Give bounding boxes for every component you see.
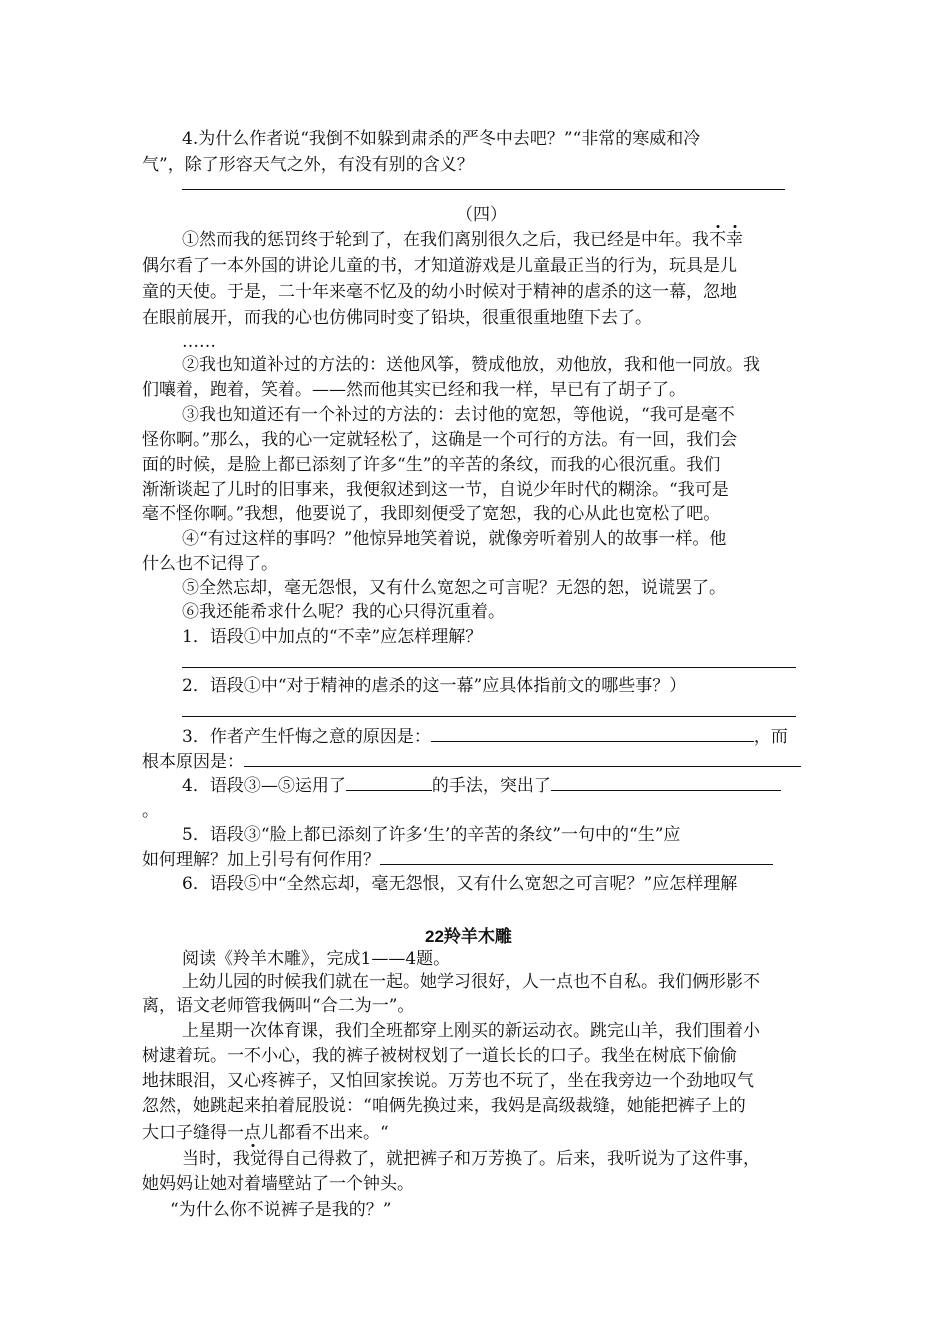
question-text: 5．语段③“脸上都已添刻了许多‘生’的辛苦的条纹”一句中的“生”应 xyxy=(182,825,681,845)
section-heading: （四） xyxy=(456,205,507,225)
paragraph-line: 偶尔看了一本外国的讲论儿童的书，才知道游戏是儿童最正当的行为，玩具是儿 xyxy=(142,256,737,276)
question-text: 4.为什么作者说“我倒不如躲到肃杀的严冬中去吧？”“非常的寒威和冷 xyxy=(182,129,701,149)
answer-blank[interactable] xyxy=(431,723,754,742)
paragraph-line: 渐渐谈起了儿时的旧事来，我便叙述到这一节，自说少年时代的糊涂。“我可是 xyxy=(142,480,729,500)
question-text: 1．语段①中加点的“不幸”应怎样理解？ xyxy=(182,627,483,647)
paragraph-line: 童的天使。于是，二十年来毫不忆及的幼小时候对于精神的虐杀的这一幕，忽地 xyxy=(142,282,737,302)
answer-blank[interactable] xyxy=(380,846,773,865)
text-span: 3．作者产生忏悔之意的原因是： xyxy=(182,727,431,747)
paragraph-line: ②我也知道补过的方法的：送他风筝，赞成他放，劝他放，我和他一同放。我 xyxy=(182,355,760,375)
paragraph-line: ③我也知道还有一个补过的方法的：去讨他的宽恕，等他说，“我可是毫不 xyxy=(182,405,735,425)
paragraph-line: 什么也不记得了。 xyxy=(142,554,278,574)
paragraph-line: 面的时候，是脸上都已添刻了许多“生”的辛苦的条纹，而我的心很沉重。我们 xyxy=(142,455,721,475)
question-text: 2．语段①中“对于精神的虐杀的这一幕”应具体指前文的哪些事？） xyxy=(182,676,687,696)
paragraph-line: 们嚷着，跑着，笑着。——然而他其实已经和我一样，早已有了胡子了。 xyxy=(142,380,686,400)
text-span: ，而 xyxy=(753,727,788,747)
paragraph-line: ⑤全然忘却，毫无怨恨，又有什么宽恕之可言呢？无怨的恕，说谎罢了。 xyxy=(182,578,726,598)
answer-blank[interactable] xyxy=(346,772,432,791)
question-text xyxy=(182,723,788,750)
ellipsis: …… xyxy=(182,332,216,352)
paragraph-line: ④“有过这样的事吗？”他惊异地笑着说，就像旁听着别人的故事一样。他 xyxy=(182,529,727,549)
text-span: 大口子缝得一 xyxy=(142,1123,244,1143)
answer-blank[interactable] xyxy=(244,748,801,767)
answer-blank[interactable] xyxy=(551,772,781,791)
text-span: ①然而我的惩罚终于轮到了，在我们离别很久之后，我已经是中年。我 xyxy=(182,230,709,250)
dotted-char: 幸 xyxy=(726,230,743,250)
question-text xyxy=(142,846,773,873)
question-text: 气”，除了形容天气之外，有没有别的含义？ xyxy=(142,155,474,175)
text-span: 儿都看不出来。“ xyxy=(261,1123,389,1143)
section-title: 22羚羊木雕 xyxy=(425,927,512,946)
answer-line[interactable] xyxy=(182,716,796,717)
dotted-char: 不 xyxy=(709,230,726,250)
question-text xyxy=(182,772,781,799)
paragraph-line xyxy=(182,227,743,253)
text-span: 的手法，突出了 xyxy=(431,776,551,796)
paragraph-line xyxy=(142,1120,389,1146)
question-text xyxy=(142,748,801,775)
paragraph-line: 怪你啊。”那么，我的心一定就轻松了，这确是一个可行的方法。有一回，我们会 xyxy=(142,430,738,450)
paragraph-line: 树逮着玩。一不小心，我的裤子被树杈划了一道长长的口子。我坐在树底下偷偷 xyxy=(142,1046,737,1066)
instruction-text: 阅读《羚羊木雕》，完成1——4题。 xyxy=(182,949,451,969)
paragraph-line: 离，语文老师管我俩叫“合二为一”。 xyxy=(142,996,415,1016)
dotted-char: 点 xyxy=(244,1123,261,1143)
paragraph-line: 她妈妈让她对着墙壁站了一个钟头。 xyxy=(142,1174,414,1194)
punctuation: 。 xyxy=(142,801,159,821)
paragraph-line: 当时，我觉得自己得救了，就把裤子和万芳换了。后来，我听说为了这件事， xyxy=(182,1149,760,1169)
paragraph-line: 上幼儿园的时候我们就在一起。她学习很好，人一点也不自私。我们俩形影不 xyxy=(182,972,760,992)
paragraph-line: ⑥我还能希求什么呢？我的心只得沉重着。 xyxy=(182,602,505,622)
answer-line[interactable] xyxy=(182,667,796,668)
text-span: 如何理解？加上引号有何作用？ xyxy=(142,850,380,870)
question-text: 6．语段⑤中“全然忘却，毫无怨恨，又有什么宽恕之可言呢？”应怎样理解 xyxy=(182,874,738,894)
paragraph-line: 在眼前展开，而我的心也仿佛同时变了铅块，很重很重地堕下去了。 xyxy=(142,308,652,328)
text-span: 根本原因是： xyxy=(142,752,244,772)
paragraph-line: “为什么你不说裤子是我的？” xyxy=(170,1200,392,1220)
paragraph-line: 忽然，她跳起来拍着屁股说：“咱俩先换过来，我妈是高级裁缝，她能把裤子上的 xyxy=(142,1096,746,1116)
text-span: 4．语段③—⑤运用了 xyxy=(182,776,346,796)
paragraph-line: 毫不怪你啊。”我想，他要说了，我即刻便受了宽恕，我的心从此也宽松了吧。 xyxy=(142,504,721,524)
paragraph-line: 地抹眼泪，又心疼裤子，又怕回家挨说。万芳也不玩了，坐在我旁边一个劲地叹气 xyxy=(142,1071,754,1091)
paragraph-line: 上星期一次体育课，我们全班都穿上刚买的新运动衣。跳完山羊，我们围着小 xyxy=(182,1021,760,1041)
answer-line[interactable] xyxy=(182,189,785,190)
